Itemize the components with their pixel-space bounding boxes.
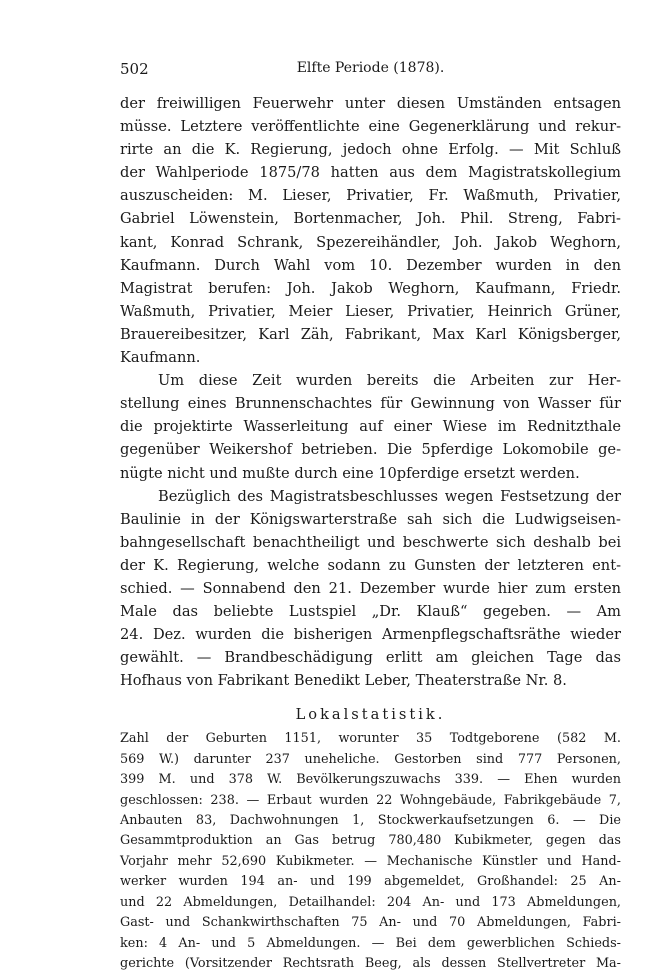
- statistics-text-body: [120, 729, 621, 974]
- text-line: der freiwilligen Feuerwehr unter diesen Umständen entsagen: [120, 95, 621, 112]
- stats-line: Anbauten 83, Dachwohnungen 1, Stockwerkaufsetzungen 6. — Die: [120, 813, 621, 829]
- text-line: Waßmuth, Privatier, Meier Lieser, Privatier, Heinrich Grüner,: [120, 302, 621, 320]
- running-head: Elfte Periode (1878).: [296, 60, 445, 76]
- stats-line: 399 M. und 378 W. Bevölkerungszuwachs 339. — Ehen wurden: [120, 772, 621, 788]
- section-title: Lokalstatistik.: [295, 706, 446, 724]
- text-line: stellung eines Brunnenschachtes für Gewinnung von Wasser für: [120, 395, 621, 413]
- stats-line: Zahl der Geburten 1151, worunter 35 Todtgeborene (582 M.: [120, 731, 621, 747]
- text-line: Brauereibesitzer, Karl Zäh, Fabrikant, Max Karl Königsberger,: [120, 325, 621, 343]
- text-line: Kaufmann.: [120, 349, 201, 367]
- page-number: 502: [120, 60, 149, 78]
- text-line: die projektirte Wasserleitung auf einer Wiese im Rednitzthale: [120, 418, 621, 436]
- page-header: [120, 52, 621, 80]
- text-line: der Wahlperiode 1875/78 hatten aus dem Magistratskollegium: [120, 164, 621, 182]
- text-line: rirte an die K. Regierung, jedoch ohne Erfolg. — Mit Schluß: [120, 141, 621, 159]
- text-line: nügte nicht und mußte durch eine 10pferdige ersetzt werden.: [120, 464, 580, 482]
- stats-line: 569 W.) darunter 237 uneheliche. Gestorben sind 777 Personen,: [120, 751, 621, 767]
- text-line: 24. Dez. wurden die bisherigen Armenpflegschaftsräthe wieder: [120, 626, 621, 644]
- stats-line: Gast- und Schankwirthschaften 75 An- und 70 Abmeldungen, Fabri-: [120, 915, 621, 931]
- text-line: gegenüber Weikershof betrieben. Die 5pferdige Lokomobile ge-: [120, 441, 621, 459]
- text-line: Baulinie in der Königswarterstraße sah sich die Ludwigseisen-: [120, 510, 621, 528]
- text-line: Um diese Zeit wurden bereits die Arbeiten zur Her-: [158, 372, 621, 390]
- stats-line: Vorjahr mehr 52,690 Kubikmeter. — Mechanische Künstler und Hand-: [120, 853, 621, 869]
- text-line: müsse. Letztere veröffentlichte eine Gegenerklärung und rekur-: [120, 118, 621, 136]
- text-line: Gabriel Löwenstein, Bortenmacher, Joh. Phil. Streng, Fabri-: [120, 210, 621, 228]
- text-line: Male das beliebte Lustspiel „Dr. Klauß“ gegeben. — Am: [120, 603, 621, 621]
- text-line: schied. — Sonnabend den 21. Dezember wurde hier zum ersten: [120, 579, 621, 597]
- text-line: Kaufmann. Durch Wahl vom 10. Dezember wurden in den: [120, 256, 621, 274]
- text-line: der K. Regierung, welche sodann zu Gunsten der letzteren ent-: [120, 556, 621, 574]
- text-line: Bezüglich des Magistratsbeschlusses wegen Festsetzung der: [158, 487, 621, 505]
- stats-line: werker wurden 194 an- und 199 abgemeldet, Großhandel: 25 An-: [120, 874, 621, 890]
- text-line: Magistrat berufen: Joh. Jakob Weghorn, Kaufmann, Friedr.: [120, 279, 621, 297]
- stats-line: und 22 Abmeldungen, Detailhandel: 204 An- und 173 Abmeldungen,: [120, 894, 621, 910]
- text-line: bahngesellschaft benachtheiligt und beschwerte sich deshalb bei: [120, 533, 621, 551]
- text-line: Hofhaus von Fabrikant Benedikt Leber, Theaterstraße Nr. 8.: [120, 672, 567, 690]
- stats-line: Gesammtproduktion an Gas betrug 780,480 Kubikmeter, gegen das: [120, 833, 621, 849]
- text-line: gewählt. — Brandbeschädigung erlitt am gleichen Tage das: [120, 649, 621, 667]
- text-line: kant, Konrad Schrank, Spezereihändler, Joh. Jakob Weghorn,: [120, 233, 621, 251]
- stats-line: ken: 4 An- und 5 Abmeldungen. — Bei dem gewerblichen Schieds-: [120, 935, 621, 951]
- main-text-body: [120, 92, 621, 692]
- stats-line: geschlossen: 238. — Erbaut wurden 22 Wohngebäude, Fabrikgebäude 7,: [120, 792, 621, 808]
- stats-line: gerichte (Vorsitzender Rechtsrath Beeg, als dessen Stellvertreter Ma-: [120, 955, 621, 971]
- text-line: auszuscheiden: M. Lieser, Privatier, Fr. Waßmuth, Privatier,: [120, 187, 621, 205]
